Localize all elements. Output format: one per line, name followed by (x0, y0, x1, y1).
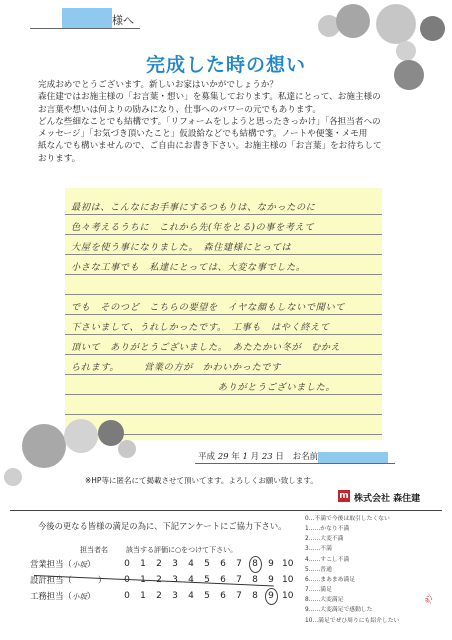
date-month-unit: 月 (250, 452, 260, 462)
rating-number[interactable]: 0 (124, 575, 130, 585)
rating-number[interactable]: 8 (252, 559, 258, 569)
recipient-name-redacted (62, 8, 112, 28)
message-line: 大屋を使う事になりました。 森住建様にとっては (71, 242, 292, 253)
rule-line (65, 254, 382, 255)
survey-title: 今後の更なる皆様の満足の為に、下記アンケートにご協力下さい。 (38, 521, 287, 531)
privacy-notice: ※HP等に匿名にて掲載させて頂いてます。よろしくお願い致します。 (85, 476, 318, 485)
name-label: お名前 (292, 452, 319, 462)
decor-circle (64, 419, 98, 453)
rating-number[interactable]: 4 (188, 559, 194, 569)
company-logo: m (339, 491, 349, 501)
selected-rating-circle (249, 556, 262, 573)
recipient-honorific: 様へ (112, 14, 134, 27)
date-day: 23 (261, 452, 273, 462)
message-line: 最初は、こんなにお手事にするつもりは、なかったのに (71, 202, 316, 213)
rule-line (65, 354, 382, 355)
survey-row-construction: 工務担当（小坂） (30, 591, 96, 601)
rating-number[interactable]: 5 (204, 591, 210, 601)
rating-number[interactable]: 6 (220, 575, 226, 585)
recipient-underline (30, 28, 140, 29)
decor-circle (376, 4, 416, 44)
rating-number[interactable]: 6 (220, 591, 226, 601)
decor-circle (4, 468, 22, 486)
date-year-unit: 年 (231, 452, 240, 462)
row-label: 設計担当 (30, 575, 64, 585)
rating-number[interactable]: 1 (140, 575, 146, 585)
decor-circle (420, 16, 445, 41)
rating-number[interactable]: 0 (124, 591, 130, 601)
rating-number[interactable]: 10 (282, 559, 294, 569)
rule-line (65, 214, 382, 215)
company-name: 株式会社 森住建 (354, 494, 421, 504)
staff-name: 小坂 (71, 592, 87, 601)
page-title: 完成した時の想い (145, 54, 306, 76)
rating-number[interactable]: 5 (204, 559, 210, 569)
rule-line (65, 374, 382, 375)
row-label: 営業担当 (30, 559, 64, 569)
decor-circle (118, 440, 136, 458)
message-line: 頂いて ありがとうございました。 あたたかい冬が むかえ (71, 342, 341, 353)
rating-number[interactable]: 3 (172, 575, 178, 585)
divider (10, 510, 442, 511)
message-line: 下さいまして、うれしかったです。 工事も はやく終えて (71, 322, 330, 333)
rule-line (65, 314, 382, 315)
date-underline (195, 463, 395, 464)
rating-number[interactable]: 1 (140, 591, 146, 601)
rating-number[interactable]: 10 (282, 591, 294, 601)
rating-number[interactable]: 3 (172, 591, 178, 601)
selected-rating-circle (265, 588, 278, 605)
rating-number[interactable]: 5 (204, 575, 210, 585)
rating-legend: 0…不満で今後は取引したくない 1……かなり不満 2……大変不満 3……不満 4……すこし不満 5……普通 6……まあまあ満足 7……満足 8……大変満足 9……大変満足で感動した 10…満足でぜひ周りにも紹介したい (305, 516, 400, 624)
staff-name: 小坂 (71, 560, 87, 569)
date-month: 1 (242, 452, 248, 462)
rating-number[interactable]: 9 (268, 575, 274, 585)
rating-number[interactable]: 0 (124, 559, 130, 569)
message-line: ありがとうございました。 (71, 382, 336, 393)
rating-number[interactable]: 4 (188, 591, 194, 601)
rating-number[interactable]: 2 (156, 591, 162, 601)
decor-circle (22, 424, 66, 468)
rule-line (65, 394, 382, 395)
handwritten-mark: ｻﾝ (423, 594, 437, 606)
survey-col-rating: 該当する評価に○をつけて下さい。 (126, 546, 238, 554)
decor-circle (336, 4, 370, 38)
rule-line (65, 334, 382, 335)
rating-number[interactable]: 8 (252, 575, 258, 585)
date-day-unit: 日 (275, 452, 284, 462)
rating-number[interactable]: 9 (268, 559, 274, 569)
survey-row-design: 設計担当（ ） (30, 575, 107, 585)
rule-line (65, 274, 382, 275)
rating-number[interactable]: 4 (188, 575, 194, 585)
rating-number[interactable]: 7 (236, 591, 242, 601)
rating-number[interactable]: 3 (172, 559, 178, 569)
survey-row-sales: 営業担当（小坂） (30, 559, 96, 569)
rating-number[interactable]: 9 (268, 591, 274, 601)
rule-line (65, 294, 382, 295)
message-line: 小さな工事でも 私達にとっては、大変な事でした。 (71, 262, 306, 273)
rule-line (65, 234, 382, 235)
rating-number[interactable]: 2 (156, 575, 162, 585)
rating-number[interactable]: 7 (236, 575, 242, 585)
rating-number[interactable]: 7 (236, 559, 242, 569)
rating-number[interactable]: 8 (252, 591, 258, 601)
rating-number[interactable]: 1 (140, 559, 146, 569)
rating-number[interactable]: 2 (156, 559, 162, 569)
survey-col-staff: 担当者名 (80, 546, 108, 554)
rating-number[interactable]: 6 (220, 559, 226, 569)
rule-line (65, 414, 382, 415)
date-year: 29 (217, 452, 229, 462)
message-line: でも そのつど こちらの要望を イヤな顔もしないで聞いて (71, 302, 346, 313)
message-line: 色々考えるうちに これから先(年をとる)の事を考えて (71, 222, 315, 233)
message-box (65, 188, 382, 440)
row-label: 工務担当 (30, 591, 64, 601)
date-row (198, 450, 318, 462)
intro-text: 完成おめでとうございます。新しいお家はいかがでしょうか？ 森住建ではお施主様の「お言葉・想い」を募集しております。私達にとって、お施主様の お言葉や想いは何よりの励みになり、仕事へのパワーの元でもあります。 どんな些細なことでも結構です。「リフォームをしようと思ったきっかけ」「各担当者への メッセージ」「お気づき頂いたこと」仮設給などでも結構です。ノートや便箋・メモ用 紙なんでも構いませんので、ご自由にお書き下さい。お施主様の「お言葉」をお待ちして おります。 (38, 80, 382, 164)
date-era: 平成 (198, 452, 216, 462)
rating-number[interactable]: 10 (282, 575, 294, 585)
message-line: られます。 営業の方が かわいかったです (71, 362, 281, 373)
